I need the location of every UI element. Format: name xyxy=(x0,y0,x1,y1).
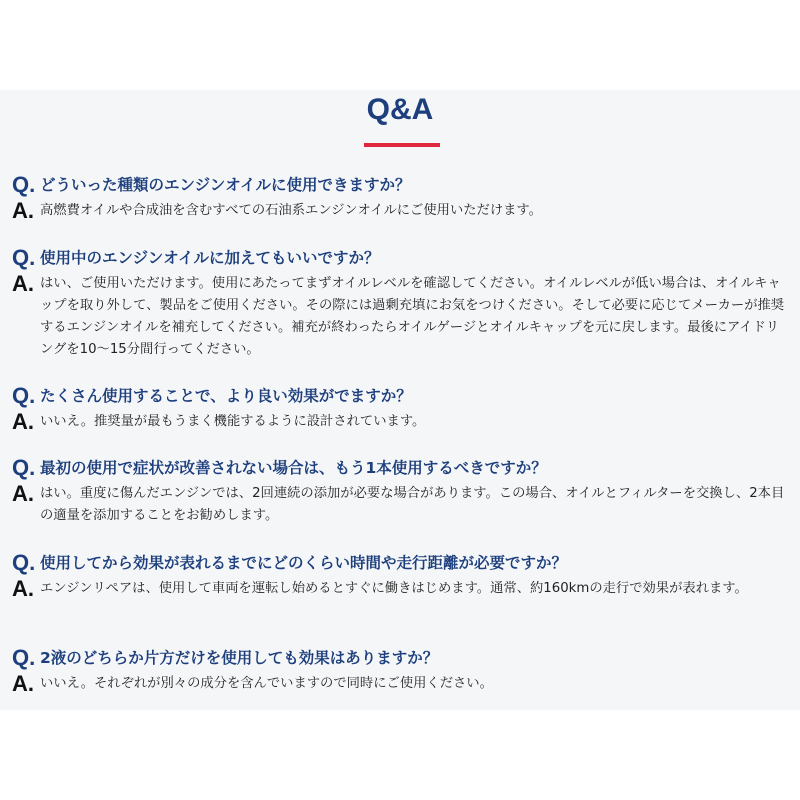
answer-row xyxy=(12,482,792,527)
a-mark: A. xyxy=(12,576,34,601)
a-mark: A. xyxy=(12,671,34,696)
question-text: 2液のどちらか片方だけを使用しても効果はありますか？ xyxy=(40,649,439,667)
question-text: どういった種類のエンジンオイルに使用できますか？ xyxy=(40,176,411,194)
answer-row xyxy=(12,577,792,601)
qa-item-3 xyxy=(12,384,792,434)
answer-text: はい、ご使用いただけます。使用にあたってまずオイルレベルを確認してください。オイルレベルが低い場合は、オイルキャップを取り外して、製品をご使用ください。その際には過剰充填にお気をつけください。そして必要に応じてメーカーが推奨するエンジンオイルを補充してください。補充が終わったらオイルゲージとオイルキャップを元に戻します。最後にアイドリングを10〜15分間行ってください。 xyxy=(40,276,785,357)
question-row xyxy=(12,551,792,575)
question-row xyxy=(12,456,792,480)
question-row xyxy=(12,173,792,197)
qa-item-1 xyxy=(12,173,792,223)
question-row xyxy=(12,646,792,670)
answer-row xyxy=(12,672,792,696)
q-mark: Q. xyxy=(12,245,36,270)
question-text: 最初の使用で症状が改善されない場合は、もう1本使用するべきですか？ xyxy=(40,459,547,477)
answer-text: はい。重度に傷んだエンジンでは、2回連続の添加が必要な場合があります。この場合、オイルとフィルターを交換し、2本目の適量を添加することをお勧めします。 xyxy=(40,486,785,523)
question-text: 使用中のエンジンオイルに加えてもいいですか？ xyxy=(40,249,380,267)
answer-text: 高燃費オイルや合成油を含むすべての石油系エンジンオイルにご使用いただけます。 xyxy=(40,203,542,218)
question-text: たくさん使用することで、より良い効果がでますか？ xyxy=(40,387,412,405)
answer-text: エンジンリペアは、使用して車両を運転し始めるとすぐに働きはじめます。通常、約160kmの走行で効果が表れます。 xyxy=(40,581,748,596)
question-text: 使用してから効果が表れるまでにどのくらい時間や走行距離が必要ですか？ xyxy=(40,554,568,572)
q-mark: Q. xyxy=(12,383,36,408)
qa-item-6 xyxy=(12,646,792,696)
q-mark: Q. xyxy=(12,645,36,670)
q-mark: Q. xyxy=(12,455,36,480)
qa-item-2 xyxy=(12,246,792,361)
q-mark: Q. xyxy=(12,172,36,197)
a-mark: A. xyxy=(12,271,34,296)
answer-row xyxy=(12,410,792,434)
a-mark: A. xyxy=(12,481,34,506)
q-mark: Q. xyxy=(12,550,36,575)
answer-row xyxy=(12,199,792,223)
qa-item-4 xyxy=(12,456,792,527)
title-underline xyxy=(364,143,440,147)
answer-row xyxy=(12,272,792,361)
qa-item-5 xyxy=(12,551,792,601)
a-mark: A. xyxy=(12,198,34,223)
page-title: Q&A xyxy=(366,93,434,126)
question-row xyxy=(12,384,792,408)
answer-text: いいえ。それぞれが別々の成分を含んでいますので同時にご使用ください。 xyxy=(40,676,493,691)
question-row xyxy=(12,246,792,270)
answer-text: いいえ。推奨量が最もうまく機能するように設計されています。 xyxy=(40,414,426,429)
a-mark: A. xyxy=(12,409,34,434)
